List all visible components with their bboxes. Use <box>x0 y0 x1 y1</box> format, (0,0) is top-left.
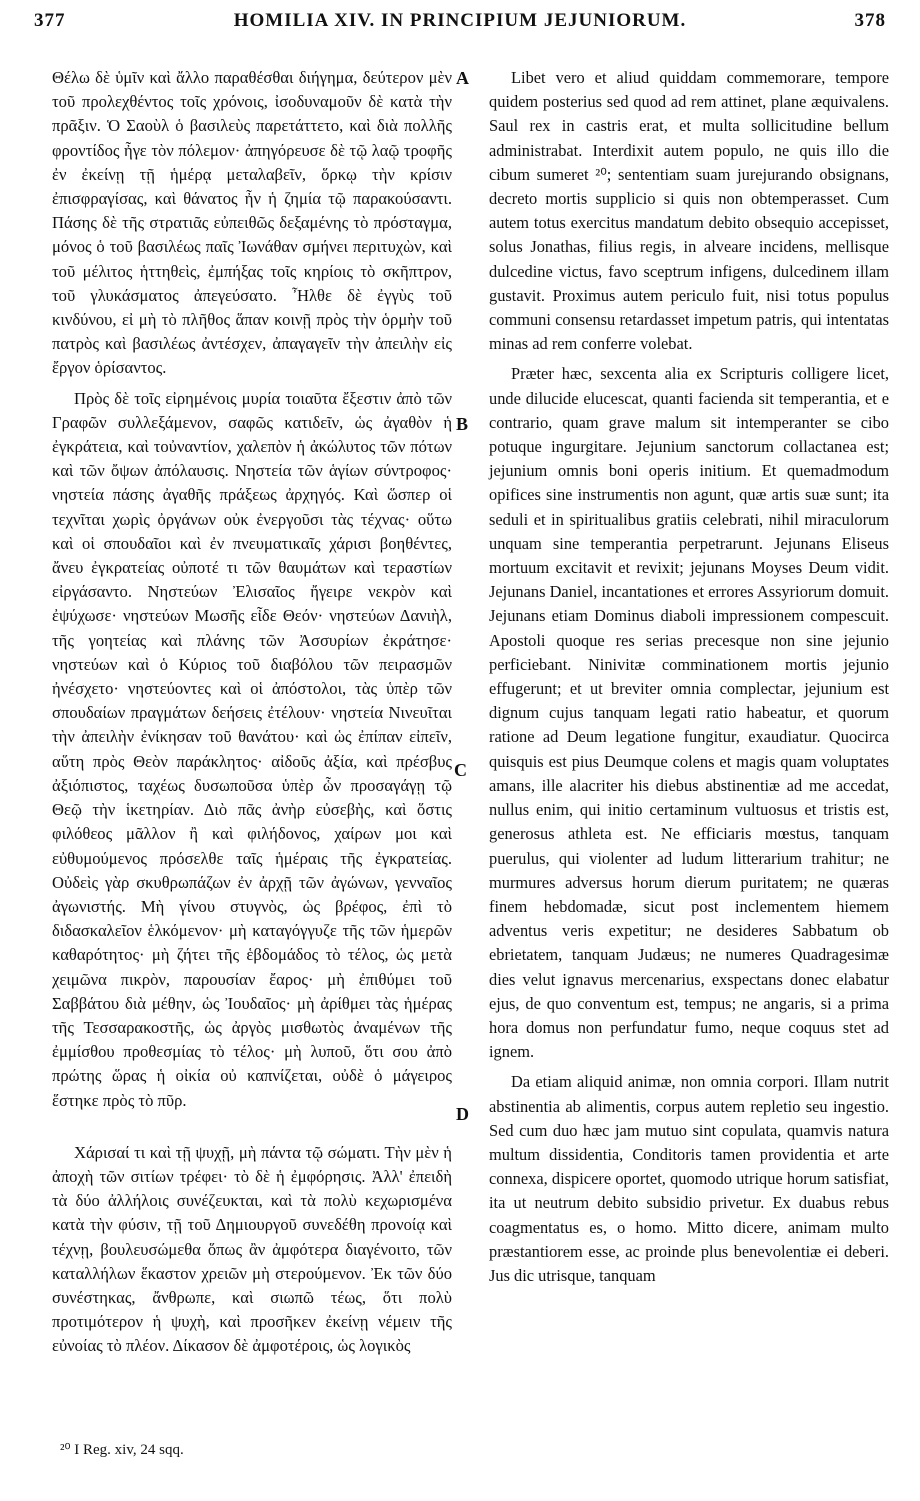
left-page-number: 377 <box>34 10 66 31</box>
margin-letter-a: A <box>456 68 469 88</box>
greek-paragraph-2: Πρὸς δὲ τοῖς εἰρημένοις μυρία τοιαῦτα ἔξεστιν ἀπὸ τῶν Γραφῶν συλλεξάμενον, σαφῶς κατιδεῖν, ὡς ἀγαθὸν ἡ ἐγκράτεια, καὶ τοὐναντίον, χαλεπὸν ἡ ἀκώλυτος τῶν πότων καὶ τῶν ὄψων ἀπόλαυσις. Νηστεία τῶν ἁγίων σύντροφος· νηστεία πάσης ἀγαθῆς πράξεως ἀρχηγός. Καὶ ὥσπερ οἱ τεχνῖται χωρὶς ὀργάνων οὐκ ἐνεργοῦσι τὰς τέχνας· οὕτω καὶ οἱ σπουδαῖοι καὶ ἐν πνευματικαῖς χάρισι βοηθέντες, ἄνευ ἐγκρατείας οὐποτέ τι τῶν θαυμάτων καὶ τεραστίων εἰργάσαντο. Νηστεύων Ἐλισαῖος ἤγειρε νεκρὸν καὶ ἐψύχωσε· νηστεύων Μωσῆς εἶδε Θεόν· νηστεύων Δανιὴλ, τῆς γοητείας καὶ πλάνης τῶν Ἀσσυρίων ἐκράτησε· νηστεύων καὶ ὁ Κύριος τοῦ διαβόλου τῶν πειρασμῶν ἠνέσχετο· νηστεύοντες καὶ οἱ ἀπόστολοι, τὰς ὑπὲρ τῶν σπουδαίων πραγμάτων δεήσεις ἐτέλουν· νηστεία Νινευῖται τὴν ἀπειλὴν ἐνίκησαν τοῦ θανάτου· καὶ ὡς ἐπίπαν εἰπεῖν, αὕτη πρὸς Θεὸν παράκλητος· αἰδοῦς ἀξία, καὶ πρέσβυς ἀξιόπιστος, ταχέως δυσωποῦσα ὑπὲρ ὧν προσαγάγῃ τῷ Θεῷ τὴν ἱκετηρίαν. Διὸ πᾶς ἀνὴρ εὐσεβὴς, καὶ ὅστις φιλόθεος μᾶλλον ἢ καὶ φιλήδονος, χαίρων μοι καὶ εὐθυμούμενος πρόσελθε ταῖς ἡμέραις τῆς ἐγκρατείας. Οὐδεὶς γὰρ σκυθρωπάζων ἐν ἀρχῇ τῶν ἀγώνων, γενναῖος ἀγωνιστής. Μὴ γίνου στυγνὸς, ὡς βρέφος, ἐπὶ τὸ διδασκαλεῖον ἑλκόμενον· μὴ καταγόγγυζε τῆς τῶν ἡμερῶν καθαρότητος· μὴ ζήτει τῆς ἑβδομάδος τὸ τέλος, ὡς μετὰ χειμῶνα πικρὸν, παρουσίαν ἔαρος· μὴ ἐπιθύμει τοῦ Σαββάτου διὰ μέθην, ὡς Ἰουδαῖος· μὴ ἀρίθμει τὰς ἡμέρας τῆς Τεσσαρακοστῆς, ὡς ἀργὸς μισθωτὸς ἀναμένων τῆς ἐμμίσθου προθεσμίας τὸ τέλος· μὴ λυποῦ, ὅτι σου ἀπὸ πρώτης ὥρας ἡ οἰκία οὐ καπνίζεται, οὐδὲ ὁ μάγειρος ἕστηκε πρὸς τὸ πῦρ. <box>52 388 452 1110</box>
running-header <box>34 10 886 40</box>
greek-column <box>52 66 452 1365</box>
latin-column <box>489 66 889 1294</box>
footnote: ²⁰ I Reg. xiv, 24 sqq. <box>60 1442 184 1458</box>
margin-letter-b: B <box>456 414 469 434</box>
margin-letter-d: D <box>456 1104 469 1124</box>
running-title: HOMILIA XIV. IN PRINCIPIUM JEJUNIORUM. <box>233 10 687 31</box>
greek-paragraph-1: Θέλω δὲ ὑμῖν καὶ ἄλλο παραθέσθαι διήγημα, δεύτερον μὲν τοῦ προλεχθέντος τοῖς χρόνοις, ἰσοδυναμοῦν δὲ κατὰ τὴν πρᾶξιν. Ὁ Σαοὺλ ὁ βασιλεὺς παρετάττετο, καὶ διὰ πολλῆς φροντίδος ἦγε τὸν πόλεμον· ἀπηγόρευσε δὲ τῷ λαῷ τροφῆς ἐν ἐκείνῃ τῇ ἡμέρᾳ μεταλαβεῖν, ὅρκῳ τὴν κρίσιν ἐπισφραγίσας, καὶ θάνατος ἦν ἡ ζημία τῷ παρακούσαντι. Πάσης δὲ τῆς στρατιᾶς εὐπειθῶς δεξαμένης τὸ πρόσταγμα, μόνος ὁ τοῦ βασιλέως παῖς Ἰωνάθαν σμήνει περιτυχὼν, καὶ τοῦ μέλιτος ἡττηθεὶς, ἐμπήξας τοῖς κηρίοις τὸ σκῆπτρον, τοῦ γλυκάσματος ἀπεγεύσατο. Ἦλθε δὲ ἐγγὺς τοῦ κινδύνου, εἰ μὴ τὸ πλῆθος ἅπαν κοινῇ πρὸς τὴν ὁρμὴν τοῦ πατρὸς καὶ βασιλέως ἀντέσχεν, ἀπαγαγεῖν τὴν ἀπειλὴν εἰς ἔργον ὁρίσαντος. <box>52 68 452 378</box>
right-page-number: 378 <box>854 10 886 31</box>
latin-paragraph-2: Præter hæc, sexcenta alia ex Scripturis colligere licet, unde dilucide elucescat, quanti facienda sit temperantia, et e contrario, quam grave malum sit intemperanter se cibo potuque ingurgitare. Jejunium sanctorum collactanea est; jejunium omnis boni operis initium. Et quemadmodum opifices sine instrumentis non agunt, quæ artis suæ sunt; ita seduli et in spiritualibus gratiis celebrati, nihil miraculorum unquam sine temperantia perpetrarunt. Jejunans Eliseus mortuum excitavit et revixit; jejunans Moyses Deum vidit. Jejunans Daniel, incantationes et errores Assyriorum domuit. Jejunans etiam Dominus diaboli impressionem compescuit. Apostoli quoque res serias precesque non sine jejunio perficiebant. Ninivitæ comminationem mortis jejunio effugerunt; et ut breviter omnia complectar, jejunium est dignum cujus tanquam legati ratio habeatur, et quorum ratione ad Deum legatione fungitur, exaudiatur. Quocirca quisquis est pius Deumque colens et magis quam voluptates amans, ille alacriter his diebus abstinentiæ ad me accedat, nullus enim, qui initio certaminum vultuosus et tristis est, generosus athleta est. Ne efficiaris mœstus, tanquam puerulus, qui violenter ad ludum litterarium trahitur; ne murmures adversus horum dierum puritatem; ne quæras finem hebdomadæ, sicut post inclementem hiemem adventus veris expetitur; ne desideres Sabbatum ob ebrietatem, tanquam Judæus; ne numeres Quadragesimæ dies velut ignavus mercenarius, exspectans donec elabatur ejus, de quo conventum est, tempus; ne angaris, si a prima hora domus non perfundatur fumo, neque coquus stet ad ignem. <box>489 364 889 1062</box>
latin-paragraph-3: Da etiam aliquid animæ, non omnia corpori. Illam nutrit abstinentia ab alimentis, corpus autem repletio seu ingestio. Sed cum duo hæc jam mutuo sint copulata, quamvis natura multum dissidentia, Conditoris tamen providentia et arte connexa, dispicere oportet, quomodo utrique horum satisfiat, ita ut neutrum debito subsidio privetur. Ex duabus rebus coagmentatus es, o homo. Mitto dicere, animam multo præstantiorem esse, ac proinde plus benevolentiæ ei deberi. Jus dic utrisque, tanquam <box>489 1072 889 1285</box>
margin-letter-c: C <box>454 760 467 780</box>
greek-paragraph-3: Χάρισαί τι καὶ τῇ ψυχῇ, μὴ πάντα τῷ σώματι. Τὴν μὲν ἡ ἀποχὴ τῶν σιτίων τρέφει· τὸ δὲ ἡ ἐμφόρησις. Ἀλλ' ἐπειδὴ τὰ δύο ἀλλήλοις συνέζευκται, καὶ τὰ πολὺ κεχωρισμένα κατὰ τὴν φύσιν, τῇ τοῦ Δημιουργοῦ συνεδέθη προνοίᾳ καὶ τέχνῃ, βουλευσώμεθα ὅπως ἂν ἀμφότερα διαγένοιτο, τῶν καταλλήλων ἕκαστον χρειῶν μὴ στερούμενον. Ἐκ τῶν δύο συνέστηκας, ἄνθρωπε, καὶ σιωπῶ τέως, ὅτι πολὺ προτιμότερον ἡ ψυχὴ, καὶ προσῆκεν ἐκείνῃ νέμειν τῆς εὐνοίας τὸ πλέον. Δίκασον δὲ ἀμφοτέροις, ὡς λογικὸς <box>52 1142 452 1356</box>
latin-paragraph-1: Libet vero et aliud quiddam commemorare, tempore quidem posterius sed quod ad rem attinet, plane æquivalens. Saul rex in castris erat, et multa sollicitudine bellum administrabat. Interdixit autem populo, ne quis illo die cibum sumeret ²⁰; sententiam suam jurejurando obsignans, decreto mortis supplicio si quis non obtemperasset. Cum autem totus exercitus mandatum debito obsequio accepisset, solus Jonathas, filius regis, in alveare incidens, mellisque dulcedine victus, favo sceptrum infigens, dulcedinem illam gustavit. Proximus autem periculo fuit, nisi totus populus communi consensu retardasset impetum patris, qui intentatas minas ad rem conferre volebat. <box>489 68 889 354</box>
